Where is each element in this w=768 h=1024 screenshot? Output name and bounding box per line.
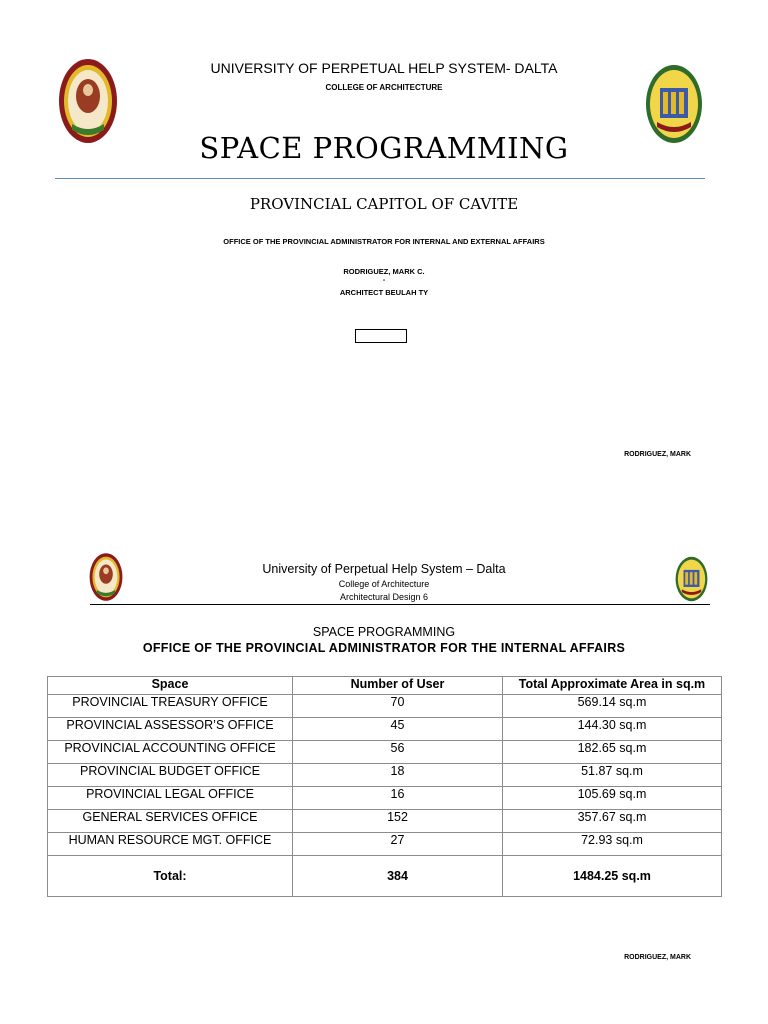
users-cell: 18 xyxy=(293,764,503,787)
space-cell: PROVINCIAL ASSESSOR’S OFFICE xyxy=(48,718,293,741)
total-label-cell: Total: xyxy=(48,856,293,897)
area-cell: 51.87 sq.m xyxy=(503,764,722,787)
cover-office-name: OFFICE OF THE PROVINCIAL ADMINISTRATOR FOR INTERNAL AND EXTERNAL AFFAIRS xyxy=(223,237,545,246)
users-cell: 45 xyxy=(293,718,503,741)
cover-main-title: SPACE PROGRAMMING xyxy=(199,131,569,165)
users-cell: 152 xyxy=(293,810,503,833)
area-cell: 569.14 sq.m xyxy=(503,695,722,718)
table-header-row xyxy=(48,677,722,695)
table-row xyxy=(48,695,722,718)
cover-separator: - xyxy=(382,277,386,284)
header-space: Space xyxy=(48,677,293,695)
users-cell: 27 xyxy=(293,833,503,856)
users-cell: 16 xyxy=(293,787,503,810)
page2-header-rule xyxy=(90,604,710,605)
cover-divider xyxy=(55,178,705,179)
page2-college-name: College of Architecture xyxy=(338,579,430,589)
cover-project-title: PROVINCIAL CAPITOL OF CAVITE xyxy=(249,195,519,213)
area-cell: 72.93 sq.m xyxy=(503,833,722,856)
space-cell: PROVINCIAL ACCOUNTING OFFICE xyxy=(48,741,293,764)
users-cell: 70 xyxy=(293,695,503,718)
table-row xyxy=(48,741,722,764)
cover-student-name: RODRIGUEZ, MARK C. xyxy=(343,267,425,276)
table-total-row xyxy=(48,856,722,897)
table-row xyxy=(48,787,722,810)
area-cell: 357.67 sq.m xyxy=(503,810,722,833)
page2-course-name: Architectural Design 6 xyxy=(339,592,429,602)
page2-office-title: OFFICE OF THE PROVINCIAL ADMINISTRATOR FOR THE INTERNAL AFFAIRS xyxy=(142,641,626,655)
header-total-area: Total Approximate Area in sq.m xyxy=(503,677,722,695)
area-cell: 105.69 sq.m xyxy=(503,787,722,810)
area-cell: 182.65 sq.m xyxy=(503,741,722,764)
header-number-of-user: Number of User xyxy=(293,677,503,695)
space-cell: HUMAN RESOURCE MGT. OFFICE xyxy=(48,833,293,856)
total-area-cell: 1484.25 sq.m xyxy=(503,856,722,897)
page2-footer-name: RODRIGUEZ, MARK xyxy=(624,954,691,961)
page2-university-name: University of Perpetual Help System – Dalta xyxy=(262,562,506,576)
cover-adviser-name: ARCHITECT BEULAH TY xyxy=(339,288,429,297)
table-row xyxy=(48,764,722,787)
table-row xyxy=(48,718,722,741)
cover-college-name: COLLEGE OF ARCHITECTURE xyxy=(325,83,443,92)
space-cell: PROVINCIAL TREASURY OFFICE xyxy=(48,695,293,718)
cover-university-name: UNIVERSITY OF PERPETUAL HELP SYSTEM- DALTA xyxy=(210,60,558,76)
total-users-cell: 384 xyxy=(293,856,503,897)
space-cell: GENERAL SERVICES OFFICE xyxy=(48,810,293,833)
cover-footer-name: RODRIGUEZ, MARK xyxy=(624,451,691,458)
table-row xyxy=(48,810,722,833)
space-cell: PROVINCIAL LEGAL OFFICE xyxy=(48,787,293,810)
space-programming-table xyxy=(47,676,722,897)
area-cell: 144.30 sq.m xyxy=(503,718,722,741)
cover-empty-box xyxy=(355,329,407,343)
users-cell: 56 xyxy=(293,741,503,764)
space-cell: PROVINCIAL BUDGET OFFICE xyxy=(48,764,293,787)
page2-section-title: SPACE PROGRAMMING xyxy=(312,625,456,639)
table-row xyxy=(48,833,722,856)
